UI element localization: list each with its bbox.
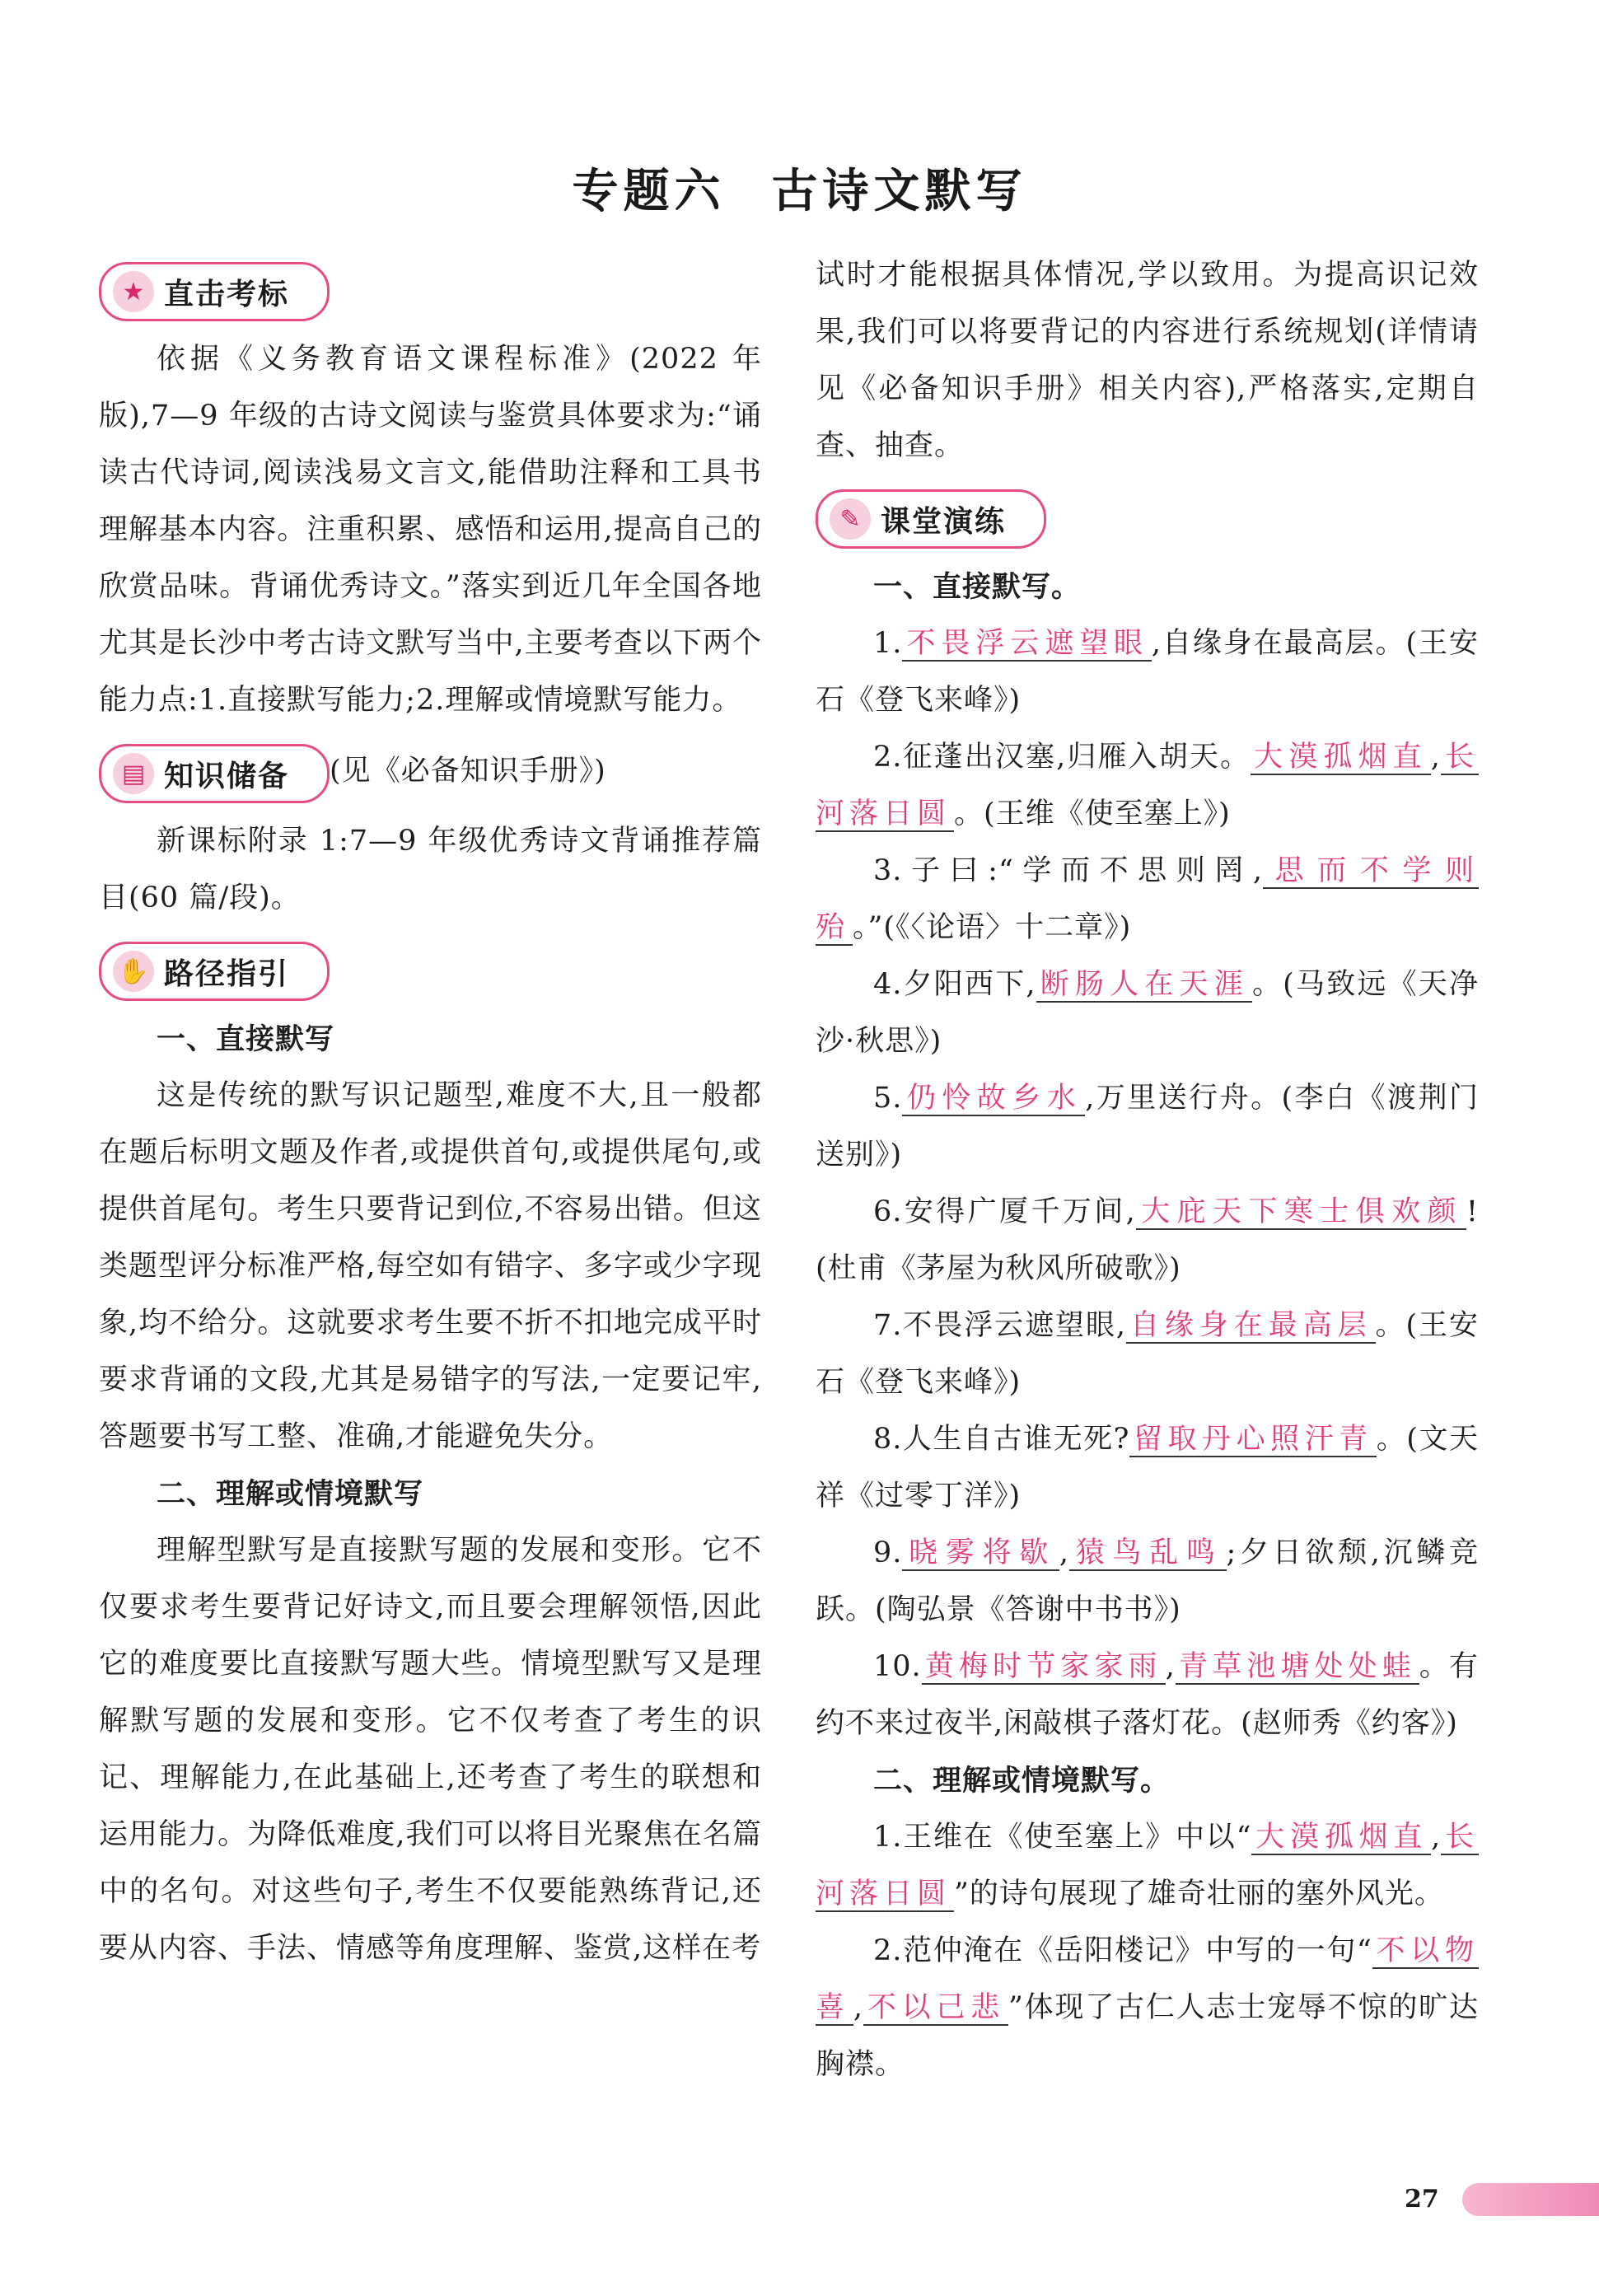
section-badge-ketang [816,489,1046,549]
subheading: 一、直接默写 [157,1022,335,1056]
answer: 不以物喜 [816,1934,1479,2024]
section-note: (见《必备知识手册》) [330,754,606,788]
title-part-1: 专题六 [572,164,726,218]
answer: 思而不学则殆 [816,854,1479,944]
section-badge-kaobiao [99,262,330,321]
situational-question-1: 1.王维在《使至塞上》中以“ 大漠孤烟直 , 长河落日圆 ”的诗句展现了雄奇壮丽的塞外风光。 [816,1821,1479,1910]
answer: 留取丹心照汗青 [1129,1423,1376,1457]
question-7: 7.不畏浮云遮望眼, 自缘身在最高层 。(王安石《登飞来峰》) [816,1309,1479,1399]
question-1: 1. 不畏浮云遮望眼 ,自缘身在最高层。(王安石《登飞来峰》) [816,627,1479,717]
answer: 大漠孤烟直 [1251,1821,1431,1855]
paragraph: 依据《义务教育语文课程标准》(2022 年版),7—9 年级的古诗文阅读与鉴赏具体要求为:“诵读古代诗词,阅读浅易文言文,能借助注释和工具书理解基本内容。注重积累、感悟和运用,提高自己的欣赏品味。背诵优秀诗文。”落实到近几年全国各地尤其是长沙中考古诗文默写当中,主要考查以下两个能力点:1.直接默写能力;2.理解或情境默写能力。 [99,343,762,717]
answer: 仍怜故乡水 [902,1082,1085,1116]
section-badge-lujing [99,942,330,1001]
answer: 长河落日圆 [816,741,1479,830]
answer: 长河落日圆 [816,1821,1479,1910]
right-column [816,247,1479,2093]
left-column [99,247,762,1977]
question-4: 4.夕阳西下, 断肠人在天涯 。(马致远《天净沙·秋思》) [816,968,1479,1058]
section-label: 课堂演练 [881,504,1007,539]
pencil-icon: ✎ [830,498,871,540]
question-6: 6.安得广厦千万间, 大庇天下寒士俱欢颜 !(杜甫《茅屋为秋风所破歌》) [816,1195,1479,1285]
answer: 黄梅时节家家雨 [922,1650,1166,1685]
page-title [0,155,1599,221]
answer: 猿鸟乱鸣 [1069,1536,1226,1571]
answer: 青草池塘处处蛙 [1176,1650,1419,1685]
paragraph: 这是传统的默写识记题型,难度不大,且一般都在题后标明文题及作者,或提供首句,或提供尾句,或提供首尾句。考生只要背记到位,不容易出错。但这类题型评分标准严格,每空如有错字、多字或少字现象,均不给分。这就要求考生要不折不扣地完成平时要求背诵的文段,尤其是易错字的写法,一定要记牢,答题要书写工整、准确,才能避免失分。 [99,1079,762,1453]
subheading: 一、直接默写。 [873,570,1082,604]
question-3: 3.子曰:“学而不思则罔, 思而不学则殆 。”(《〈论语〉十二章》) [816,854,1479,944]
answer: 不畏浮云遮望眼 [902,627,1152,662]
subheading: 二、理解或情境默写 [157,1477,424,1511]
paragraph: 试时才能根据具体情况,学以致用。为提高识记效果,我们可以将要背记的内容进行系统规划(详情请见《必备知识手册》相关内容),严格落实,定期自查、抽查。 [816,259,1479,462]
paragraph: 理解型默写是直接默写题的发展和变形。它不仅要求考生要背记好诗文,而且要会理解领悟,因此它的难度要比直接默写题大些。情境型默写又是理解默写题的发展和变形。它不仅考查了考生的识记、理解能力,在此基础上,还考查了考生的联想和运用能力。为降低难度,我们可以将目光聚焦在名篇中的名句。对这些句子,考生不仅要能熟练背记,还要从内容、手法、情感等角度理解、鉴赏,这样在考 [99,1534,762,1965]
section-label: 知识储备 [164,759,290,793]
section-label: 直击考标 [164,277,290,311]
title-part-2: 古诗文默写 [771,164,1027,218]
subheading: 二、理解或情境默写。 [873,1764,1171,1798]
page-number-decoration [1462,2183,1599,2216]
question-2: 2.征蓬出汉塞,归雁入胡天。 大漠孤烟直 , 长河落日圆 。(王维《使至塞上》) [816,741,1479,830]
answer: 大庇天下寒士俱欢颜 [1136,1195,1466,1230]
question-9: 9. 晓雾将歇 , 猿鸟乱鸣 ;夕日欲颓,沉鳞竞跃。(陶弘景《答谢中书书》) [816,1536,1479,1626]
answer: 晓雾将歇 [902,1536,1059,1571]
answer: 断肠人在天涯 [1036,968,1252,1003]
page-number: 27 [1405,2185,1439,2214]
section-label: 路径指引 [164,956,290,991]
paragraph: 新课标附录 1:7—9 年级优秀诗文背诵推荐篇目(60 篇/段)。 [99,825,762,914]
answer: 自缘身在最高层 [1126,1309,1376,1344]
answer: 大漠孤烟直 [1251,741,1431,775]
section-badge-zhishi [99,744,330,803]
answer: 不以己悲 [863,1991,1008,2026]
question-10: 10. 黄梅时节家家雨 , 青草池塘处处蛙 。有约不来过夜半,闲敲棋子落灯花。(赵师秀《约客》) [816,1650,1479,1740]
book-icon: ▤ [113,753,154,794]
hands-lightbulb-icon: ✋ [113,951,154,992]
question-5: 5. 仍怜故乡水 ,万里送行舟。(李白《渡荆门送别》) [816,1082,1479,1171]
person-target-icon: ★ [113,271,154,312]
situational-question-2: 2.范仲淹在《岳阳楼记》中写的一句“ 不以物喜 , 不以己悲 ”体现了古仁人志士宠辱不惊的旷达胸襟。 [816,1934,1479,2081]
question-8: 8.人生自古谁无死? 留取丹心照汗青 。(文天祥《过零丁洋》) [816,1423,1479,1513]
